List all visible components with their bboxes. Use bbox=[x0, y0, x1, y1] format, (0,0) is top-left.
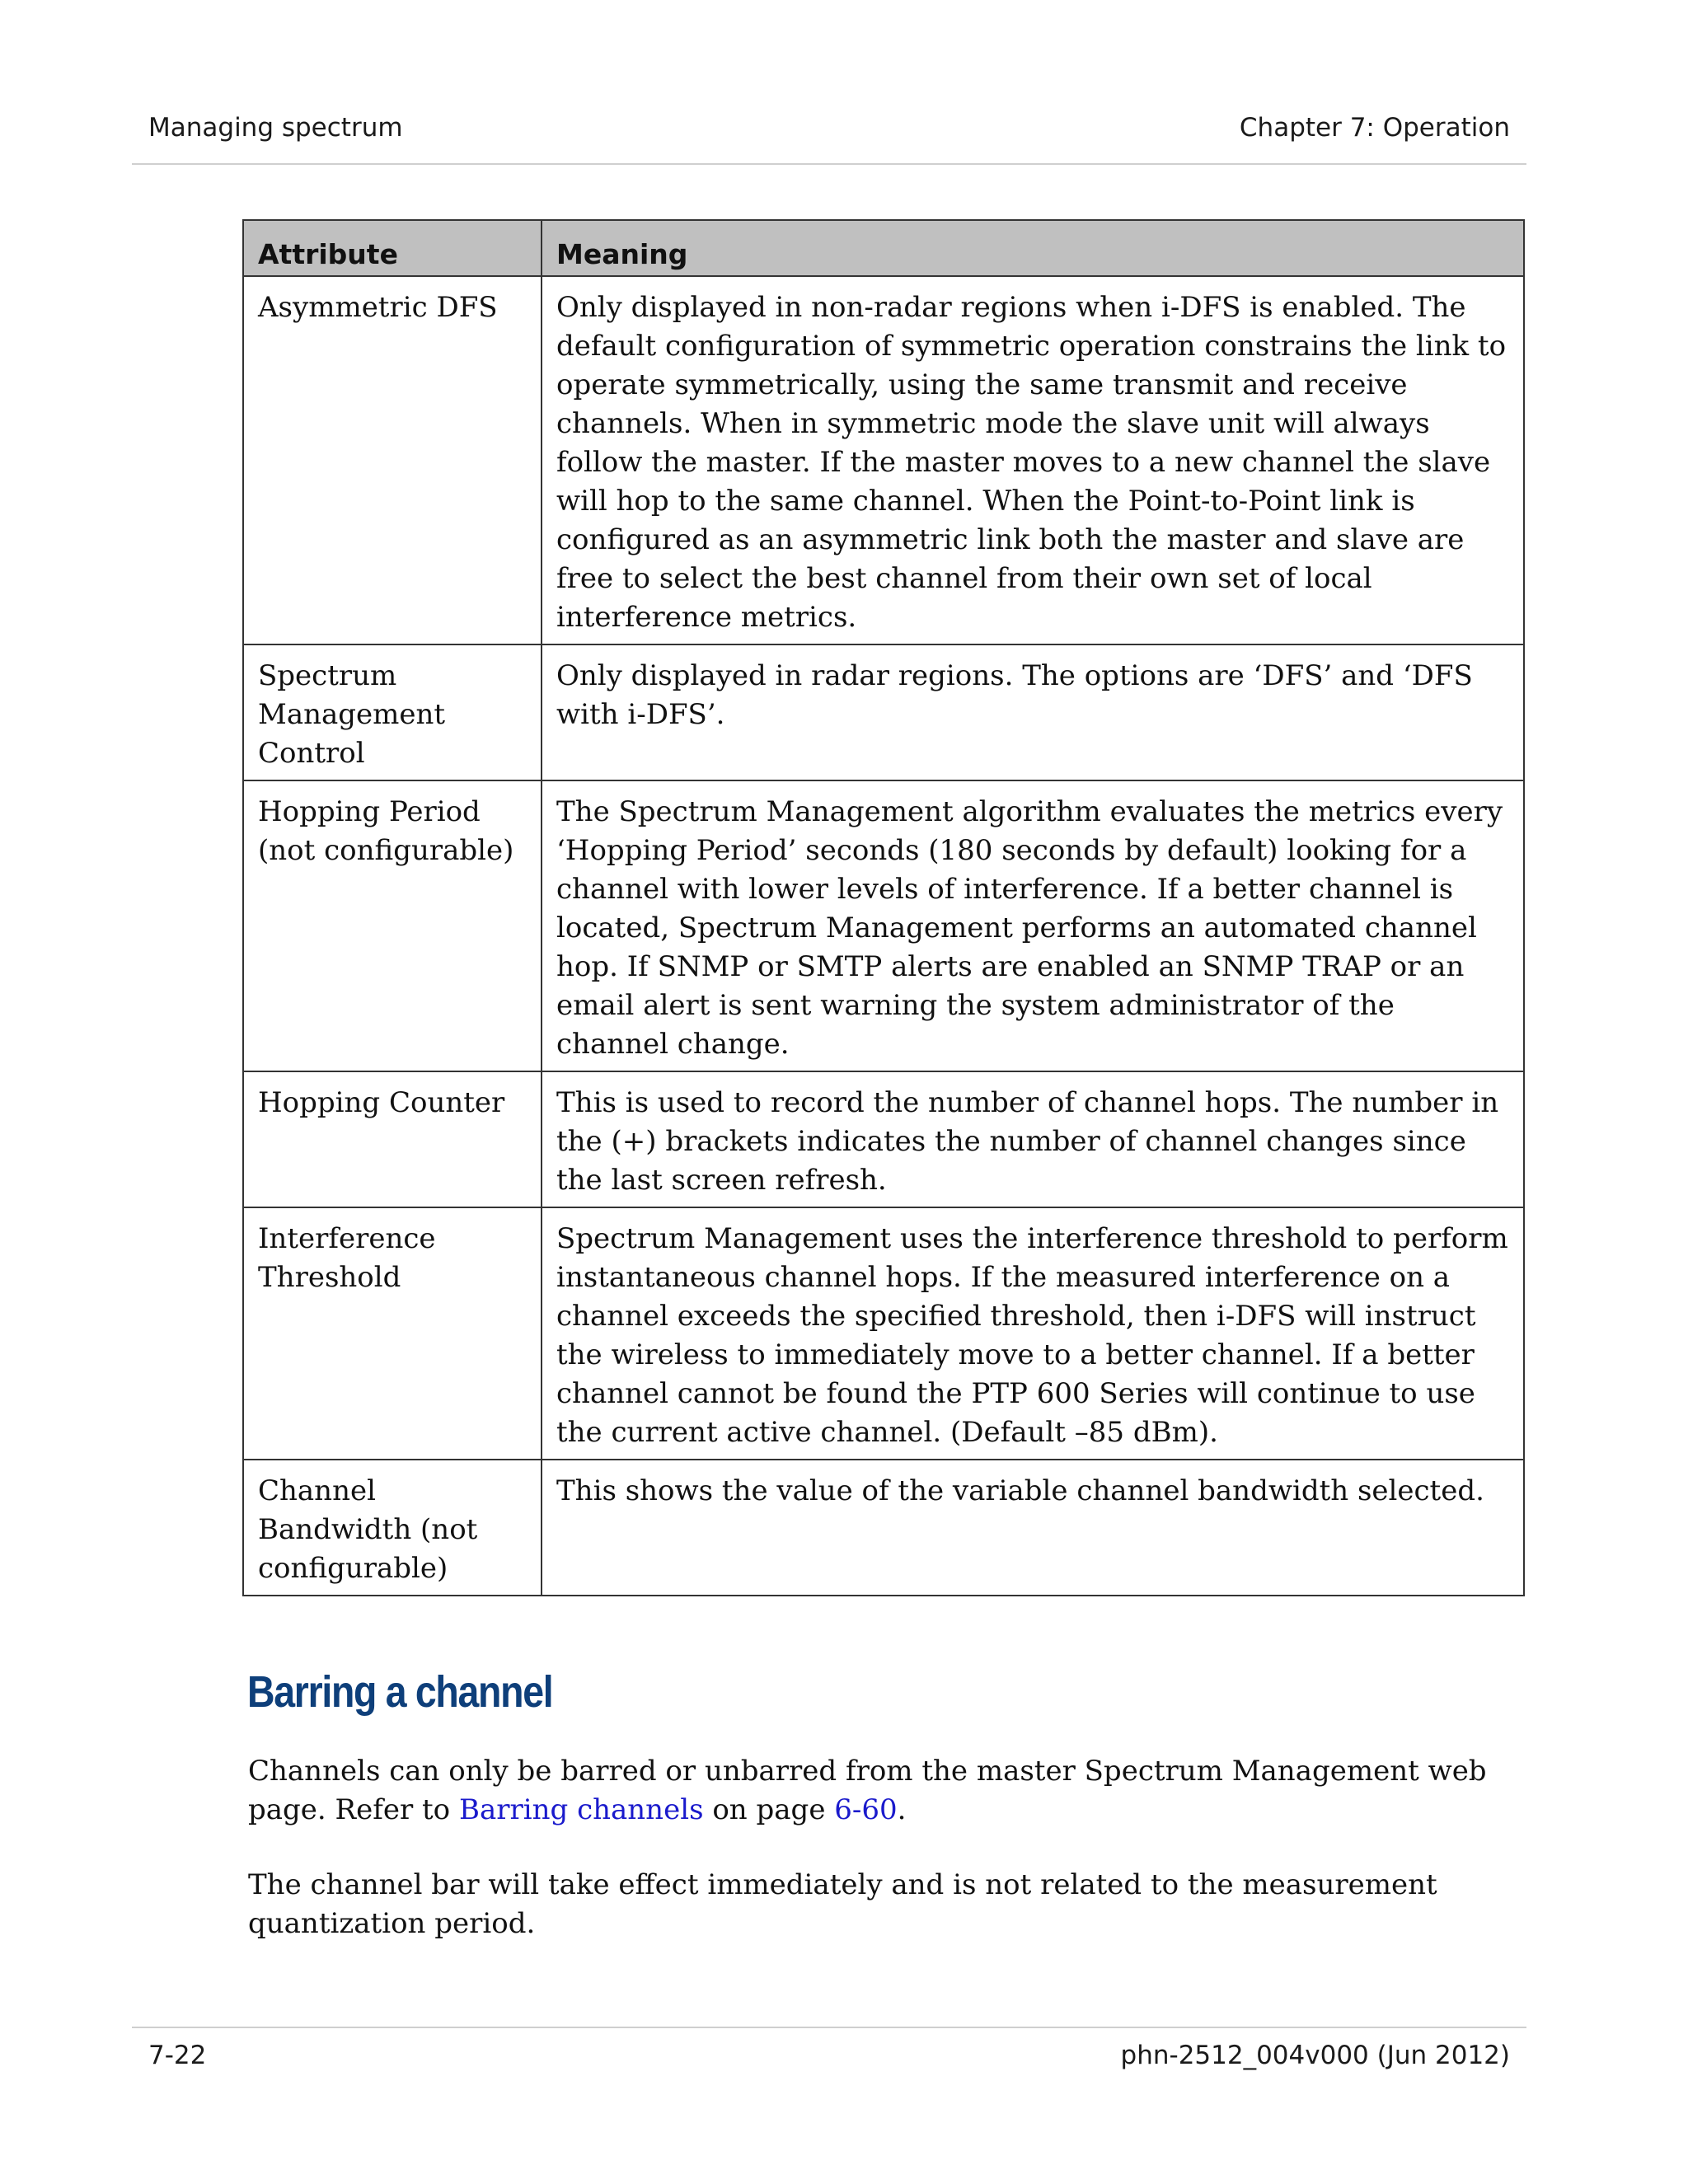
table-header-row bbox=[243, 220, 1524, 276]
body-paragraph bbox=[248, 1752, 1534, 1830]
barring-channels-link[interactable]: Barring channels bbox=[458, 1793, 704, 1826]
attribute-cell: Channel Bandwidth (not configurable) bbox=[243, 1460, 542, 1596]
page-header bbox=[132, 0, 1526, 165]
paragraph-text: . bbox=[897, 1793, 907, 1826]
meaning-cell: Only displayed in radar regions. The options are ‘DFS’ and ‘DFS with i-DFS’. bbox=[542, 644, 1524, 780]
header-section-title: Managing spectrum bbox=[148, 113, 403, 143]
page-number: 7-22 bbox=[148, 2041, 207, 2070]
column-header-attribute: Attribute bbox=[243, 220, 542, 276]
meaning-cell: The Spectrum Management algorithm evaluates the metrics every ‘Hopping Period’ seconds (180 seconds by default) looking for a channel with lower levels of interference. If a better channel is located, Spectrum Management performs an automated channel hop. If SNMP or SMTP alerts are enabled an SNMP TRAP or an email alert is sent warning the system administrator of the channel change. bbox=[542, 780, 1524, 1071]
table-row bbox=[243, 1207, 1524, 1460]
header-chapter-title: Chapter 7: Operation bbox=[1239, 113, 1510, 143]
meaning-cell: This shows the value of the variable channel bandwidth selected. bbox=[542, 1460, 1524, 1596]
meaning-cell: Only displayed in non-radar regions when i-DFS is enabled. The default configuration of symmetric operation constrains the link to operate symmetrically, using the same transmit and receive channels. When in symmetric mode the slave unit will always follow the master. If the master moves to a new channel the slave will hop to the same channel. When the Point-to-Point link is configured as an asymmetric link both the master and slave are free to select the best channel from their own set of local interference metrics. bbox=[542, 276, 1524, 644]
table-row bbox=[243, 1460, 1524, 1596]
page-footer bbox=[132, 2027, 1526, 2078]
attribute-cell: Spectrum Management Control bbox=[243, 644, 542, 780]
body-paragraph: The channel bar will take effect immediately and is not related to the measurement quantization period. bbox=[248, 1868, 1437, 1940]
attribute-cell: Asymmetric DFS bbox=[243, 276, 542, 644]
document-id: phn-2512_004v000 (Jun 2012) bbox=[1120, 2041, 1510, 2070]
table-row bbox=[243, 276, 1524, 644]
attribute-cell: Hopping Counter bbox=[243, 1071, 542, 1207]
attribute-cell: Interference Threshold bbox=[243, 1207, 542, 1460]
section-heading: Barring a channel bbox=[247, 1667, 553, 1717]
paragraph-text: on page bbox=[703, 1793, 835, 1826]
meaning-cell: This is used to record the number of channel hops. The number in the (+) brackets indicates the number of channel changes since the last screen refresh. bbox=[542, 1071, 1524, 1207]
page-reference-link[interactable]: 6-60 bbox=[834, 1793, 898, 1826]
column-header-meaning: Meaning bbox=[542, 220, 1524, 276]
meaning-cell: Spectrum Management uses the interference threshold to perform instantaneous channel hops. If the measured interference on a channel exceeds the specified threshold, then i-DFS will instruct the wireless to immediately move to a better channel. If a better channel cannot be found the PTP 600 Series will continue to use the current active channel. (Default –85 dBm). bbox=[542, 1207, 1524, 1460]
table-row bbox=[243, 644, 1524, 780]
table-row bbox=[243, 1071, 1524, 1207]
attribute-table bbox=[242, 219, 1525, 1596]
attribute-cell: Hopping Period (not configurable) bbox=[243, 780, 542, 1071]
paragraph-text: Channels can only be barred or unbarred from the master Spectrum Management web page. Refer to bbox=[248, 1755, 1487, 1826]
table-row bbox=[243, 780, 1524, 1071]
